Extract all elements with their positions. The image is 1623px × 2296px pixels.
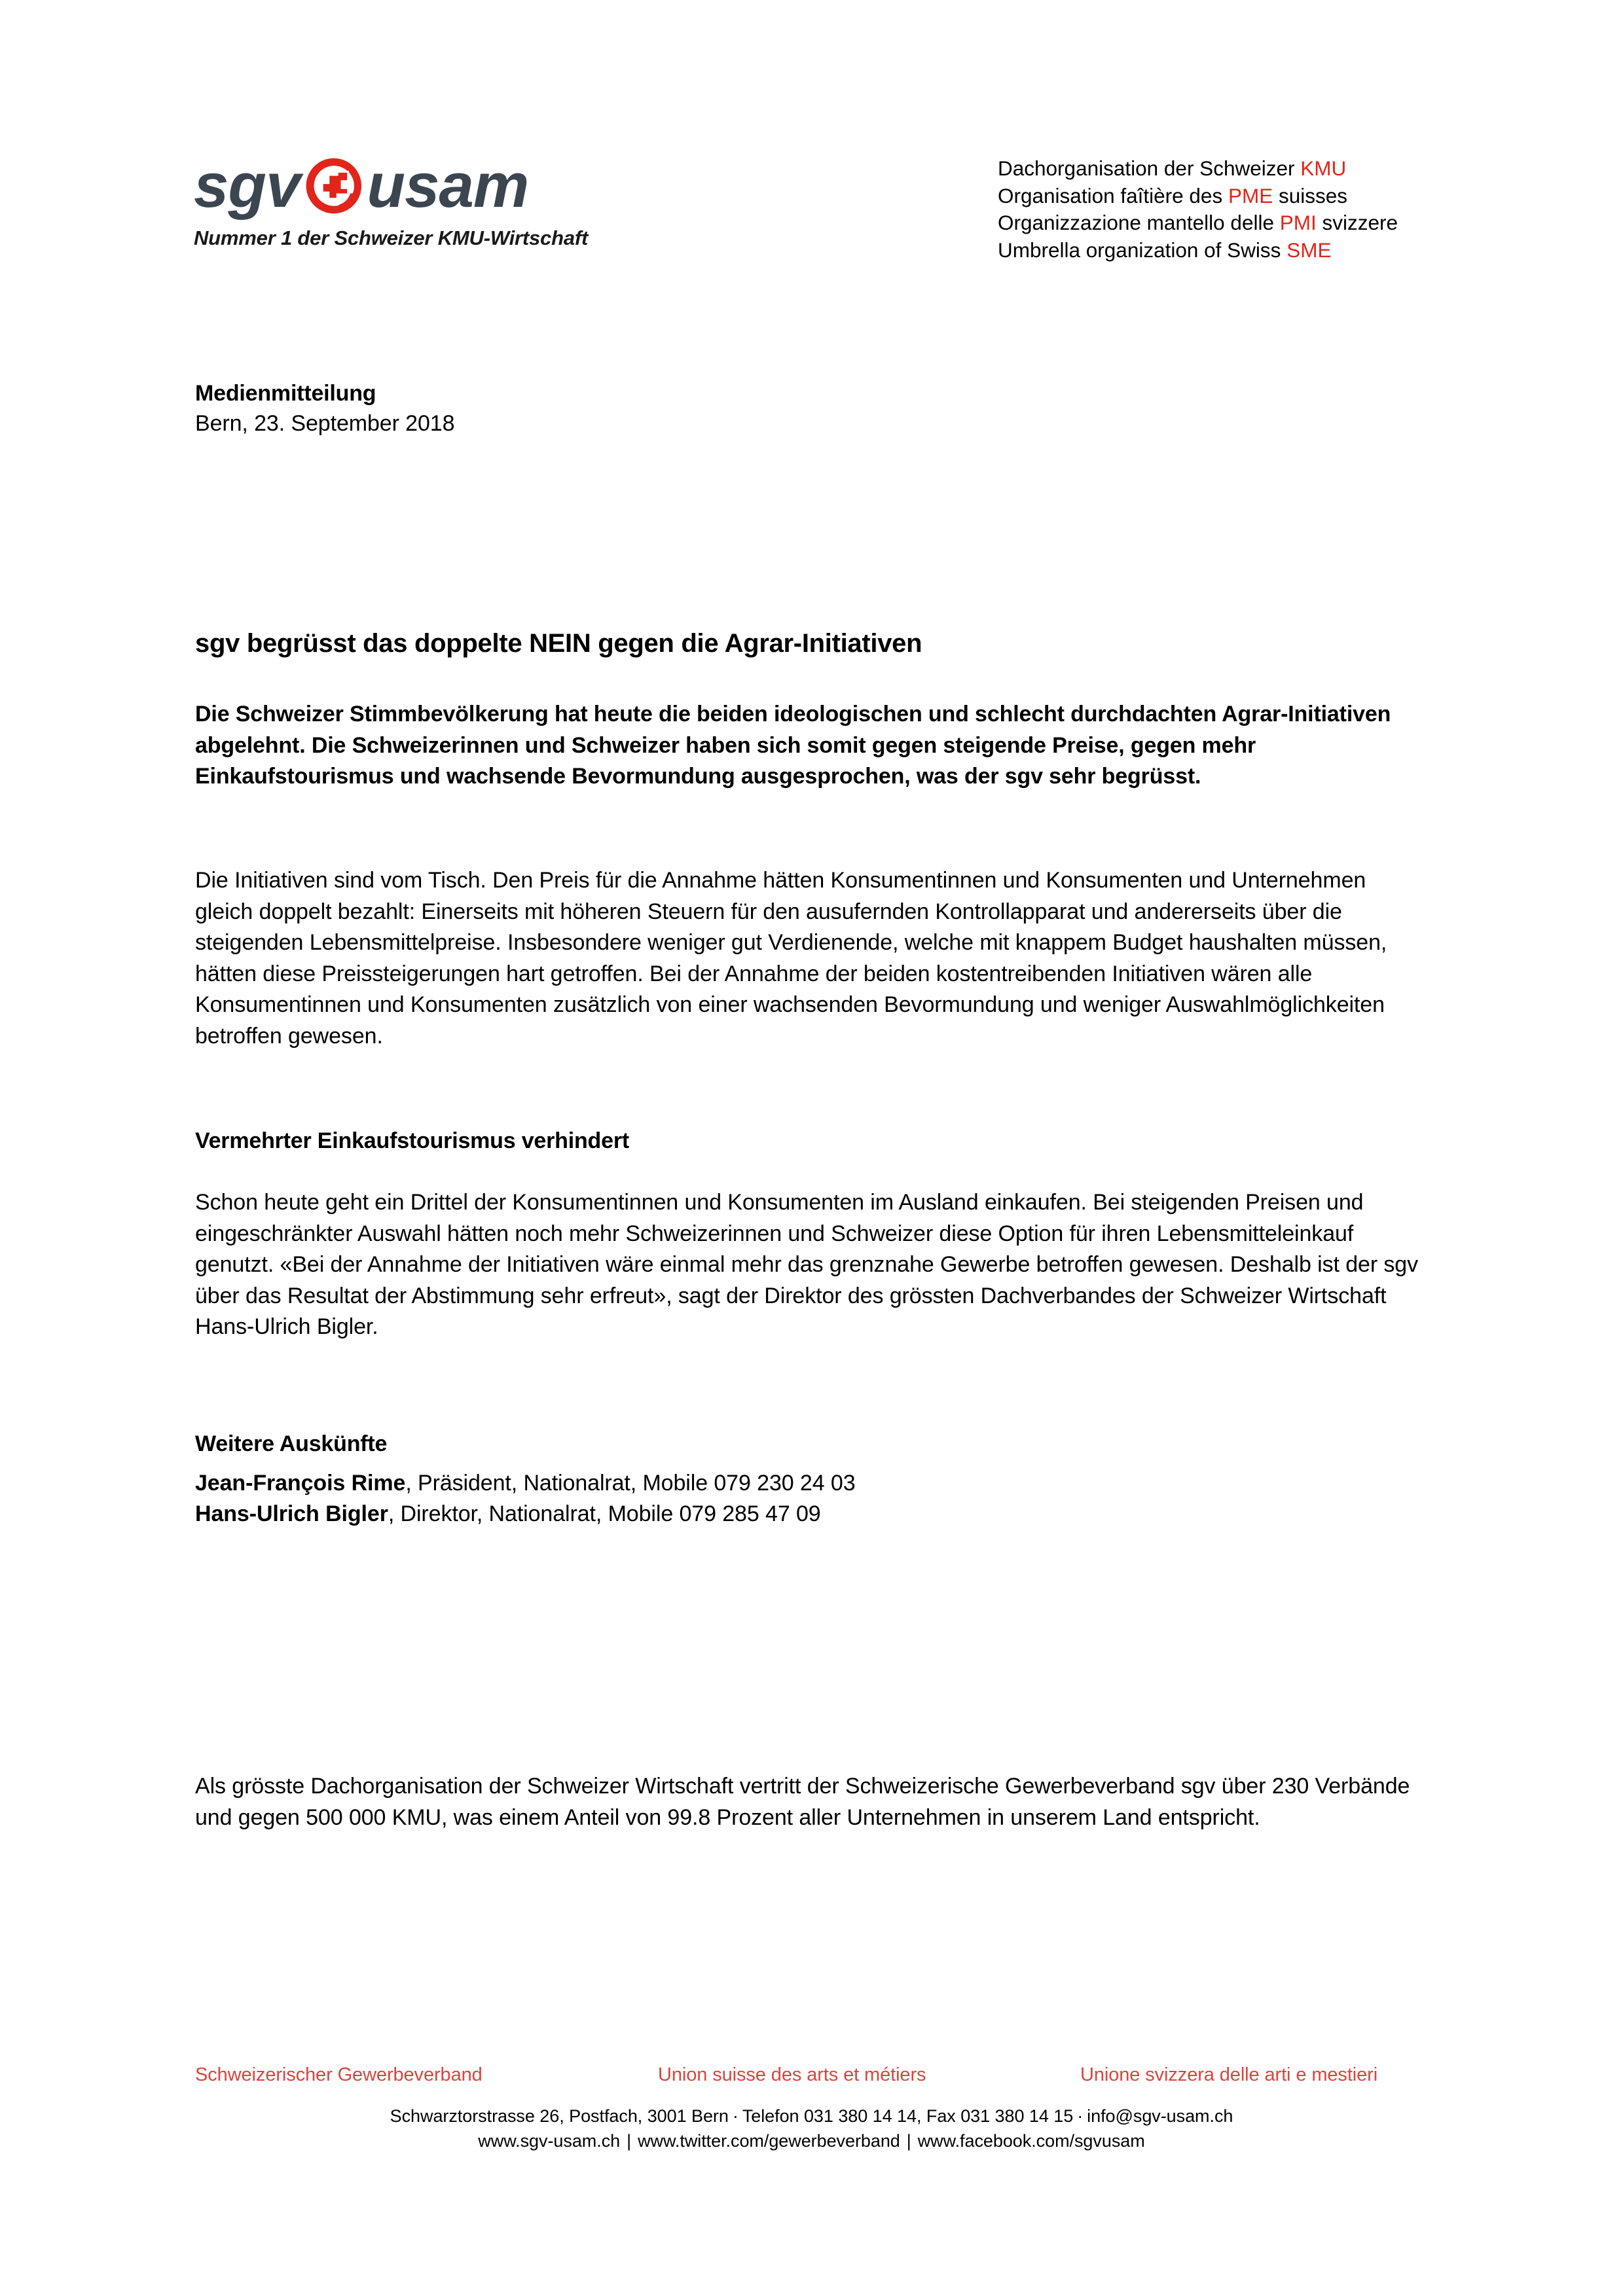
logo-text-sgv: sgv xyxy=(194,151,301,221)
footer-org-name-de: Schweizerischer Gewerbeverband xyxy=(195,2064,483,2085)
header-lang-line-fr xyxy=(998,183,1398,210)
lang-de-highlight: KMU xyxy=(1300,156,1347,180)
contact-details-1: , Präsident, Nationalrat, Mobile 079 230 24 03 xyxy=(405,1471,856,1496)
contacts-heading: Weitere Auskünfte xyxy=(195,1431,388,1457)
lang-fr-before: Organisation faîtière des xyxy=(998,183,1228,207)
contact-details-2: , Direktor, Nationalrat, Mobile 079 285 47 09 xyxy=(388,1501,821,1526)
release-type-label: Medienmitteilung xyxy=(195,381,376,406)
lang-fr-highlight: PME xyxy=(1228,183,1273,207)
lang-en-before: Umbrella organization of Swiss xyxy=(998,238,1287,262)
footer-contact-line xyxy=(0,2104,1623,2128)
footer-link-website[interactable]: www.sgv-usam.ch xyxy=(478,2131,621,2151)
footer-org-name-fr: Union suisse des arts et métiers xyxy=(658,2064,926,2085)
article-paragraph-1: Die Initiativen sind vom Tisch. Den Preis für die Annahme hätten Konsumentinnen und Konsumenten und Unternehmen gleich doppelt bezahlt: Einerseits mit höheren Steuern für den ausufernden Kontrollapparat und andererseits über die steigenden Lebensmittelpreise. Insbesondere weniger gut Verdienende, welche mit knappem Budget haushalten müssen, hätten diese Preissteigerungen hart getroffen. Bei der Annahme der beiden kostentreibenden Initiativen wären alle Konsumentinnen und Konsumenten zusätzlich von einer wachsenden Bevormundung und weniger Auswahlmöglichkeiten betroffen gewesen. xyxy=(195,868,1387,1049)
page-title: sgv begrüsst das doppelte NEIN gegen die Agrar-Initiativen xyxy=(195,628,922,658)
sgv-usam-logo xyxy=(194,151,589,250)
logo-wordmark xyxy=(194,151,574,221)
lang-it-highlight: PMI xyxy=(1279,211,1317,234)
contact-name-2: Hans-Ulrich Bigler xyxy=(195,1501,388,1526)
release-kicker xyxy=(195,378,1413,439)
footer-links-line xyxy=(0,2128,1623,2153)
footer-email[interactable]: info@sgv-usam.ch xyxy=(1087,2106,1233,2126)
footer-link-separator-2: | xyxy=(906,2131,911,2151)
footer-phone-fax: Telefon 031 380 14 14, Fax 031 380 14 15 xyxy=(742,2106,1074,2126)
article-subheading-1: Vermehrter Einkaufstourismus verhindert xyxy=(195,1128,629,1154)
document-header xyxy=(0,0,1623,314)
contact-row-2 xyxy=(195,1499,856,1530)
footer-address: Schwarztorstrasse 26, Postfach, 3001 Bern xyxy=(390,2106,729,2126)
article-lead-paragraph: Die Schweizer Stimmbevölkerung hat heute die beiden ideologischen und schlecht durchdachten Agrar-Initiativen abgelehnt. Die Schweizerinnen und Schweizer haben sich somit gegen steigende Preise, gegen mehr Einkaufstourismus und wachsende Bevormundung ausgesprochen, was der sgv sehr begrüsst. xyxy=(195,702,1391,789)
header-lang-line-de xyxy=(998,155,1398,183)
lang-fr-after: suisses xyxy=(1273,183,1348,207)
footer-separator-2: · xyxy=(1077,2106,1084,2126)
document-footer xyxy=(0,2062,1623,2153)
logo-text-usam: usam xyxy=(367,151,529,221)
header-language-lines xyxy=(998,155,1398,264)
contact-row-1 xyxy=(195,1468,856,1499)
footer-separator-1: · xyxy=(732,2106,739,2126)
footer-org-name-it: Unione svizzera delle arti e mestieri xyxy=(1080,2064,1378,2085)
release-dateline: Bern, 23. September 2018 xyxy=(195,411,455,436)
contacts-list xyxy=(195,1468,856,1530)
boilerplate-paragraph: Als grösste Dachorganisation der Schweizer Wirtschaft vertritt der Schweizerische Gewerbeverband sgv über 230 Verbände und gegen 500 000 KMU, was einem Anteil von 99.8 Prozent aller Unternehmen in unserem Land entspricht. xyxy=(195,1774,1410,1830)
footer-link-facebook[interactable]: www.facebook.com/sgvusam xyxy=(917,2131,1145,2151)
article-paragraph-2: Schon heute geht ein Drittel der Konsumentinnen und Konsumenten im Ausland einkaufen. Bei steigenden Preisen und eingeschränkter Auswahl hätten noch mehr Schweizerinnen und Schweizer diese Option für ihren Lebensmitteleinkauf genutzt. «Bei der Annahme der Initiativen wäre einmal mehr das grenznahe Gewerbe betroffen gewesen. Deshalb ist der sgv über das Resultat der Abstimmung sehr erfreut», sagt der Direktor des grössten Dachverbandes der Schweizer Wirtschaft Hans-Ulrich Bigler. xyxy=(195,1190,1419,1339)
footer-org-names xyxy=(0,2062,1623,2090)
contact-name-1: Jean-François Rime xyxy=(195,1471,406,1496)
lang-en-highlight: SME xyxy=(1286,238,1332,262)
lang-it-before: Organizzazione mantello delle xyxy=(998,211,1280,234)
logo-tagline: Nummer 1 der Schweizer KMU-Wirtschaft xyxy=(194,226,589,249)
footer-link-twitter[interactable]: www.twitter.com/gewerbeverband xyxy=(638,2131,900,2151)
lang-de-before: Dachorganisation der Schweizer xyxy=(998,156,1301,180)
footer-link-separator-1: | xyxy=(627,2131,632,2151)
sgv-circle-swiss-cross-logo-icon xyxy=(302,154,365,217)
header-lang-line-it xyxy=(998,209,1398,237)
lang-it-after: svizzere xyxy=(1316,211,1398,234)
header-lang-line-en xyxy=(998,237,1398,264)
